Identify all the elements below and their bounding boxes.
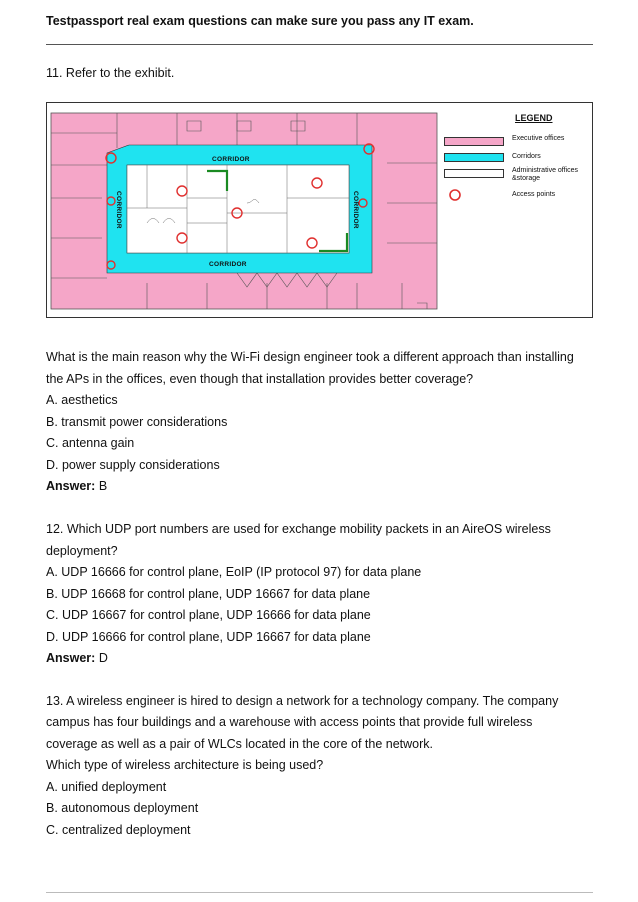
q13-question-line2: campus has four buildings and a warehouse with access points that provide full wireless <box>46 715 533 729</box>
q11-option-b: B. transmit power considerations <box>46 415 228 429</box>
q12-answer-label: Answer: <box>46 651 96 665</box>
q12-option-b: B. UDP 16668 for control plane, UDP 16667 for data plane <box>46 587 371 601</box>
floor-plan-exhibit <box>46 102 593 318</box>
q11-option-a: A. aesthetics <box>46 393 118 407</box>
q12-option-a: A. UDP 16666 for control plane, EoIP (IP protocol 97) for data plane <box>46 565 422 579</box>
legend-title: LEGEND <box>515 113 553 123</box>
q13-option-a: A. unified deployment <box>46 780 167 794</box>
corridor-label-bottom: CORRIDOR <box>209 261 247 268</box>
q12-question-line1: 12. Which UDP port numbers are used for exchange mobility packets in an AireOS wireless <box>46 522 551 536</box>
legend-corridors-label: Corridors <box>512 153 541 160</box>
q13-question-line3: coverage as well as a pair of WLCs located in the core of the network. <box>46 737 433 751</box>
corridor-label-right: CORRIDOR <box>352 191 359 229</box>
q11-answer-value: B <box>98 479 108 493</box>
q11-question-line1: What is the main reason why the Wi-Fi design engineer took a different approach than installing <box>46 350 574 364</box>
q12-option-c: C. UDP 16667 for control plane, UDP 16666 for data plane <box>46 608 371 622</box>
q13-option-b: B. autonomous deployment <box>46 801 199 815</box>
legend-swatch-admin <box>444 169 504 178</box>
q11-answer <box>46 478 107 494</box>
legend-access-points-label: Access points <box>512 191 556 198</box>
corridor-label-top: CORRIDOR <box>212 156 250 163</box>
legend-swatch-corridors <box>444 153 504 162</box>
q13-question-line1: 13. A wireless engineer is hired to design a network for a technology company. The company <box>46 694 559 708</box>
q13-option-c: C. centralized deployment <box>46 823 191 837</box>
q11-option-c: C. antenna gain <box>46 436 135 450</box>
header-divider <box>46 44 593 45</box>
floor-plan-drawing <box>47 103 447 315</box>
footer-divider <box>46 892 593 893</box>
q11-title: 11. Refer to the exhibit. <box>46 66 175 80</box>
q12-answer <box>46 650 108 666</box>
legend-admin-label: Administrative offices &storage <box>512 167 579 182</box>
legend-access-point-icon <box>448 188 462 202</box>
q13-question-line4: Which type of wireless architecture is being used? <box>46 758 324 772</box>
q11-option-d: D. power supply considerations <box>46 458 220 472</box>
legend-executive-label: Executive offices <box>512 135 565 142</box>
q11-answer-label: Answer: <box>46 479 96 493</box>
q12-option-d: D. UDP 16666 for control plane, UDP 16667 for data plane <box>46 630 371 644</box>
legend-swatch-executive <box>444 137 504 146</box>
page-header: Testpassport real exam questions can make sure you pass any IT exam. <box>46 14 474 28</box>
corridor-label-left: CORRIDOR <box>115 191 122 229</box>
q12-answer-value: D <box>98 651 108 665</box>
q12-question-line2: deployment? <box>46 544 118 558</box>
q11-question-line2: the APs in the offices, even though that installation provides better coverage? <box>46 372 474 386</box>
